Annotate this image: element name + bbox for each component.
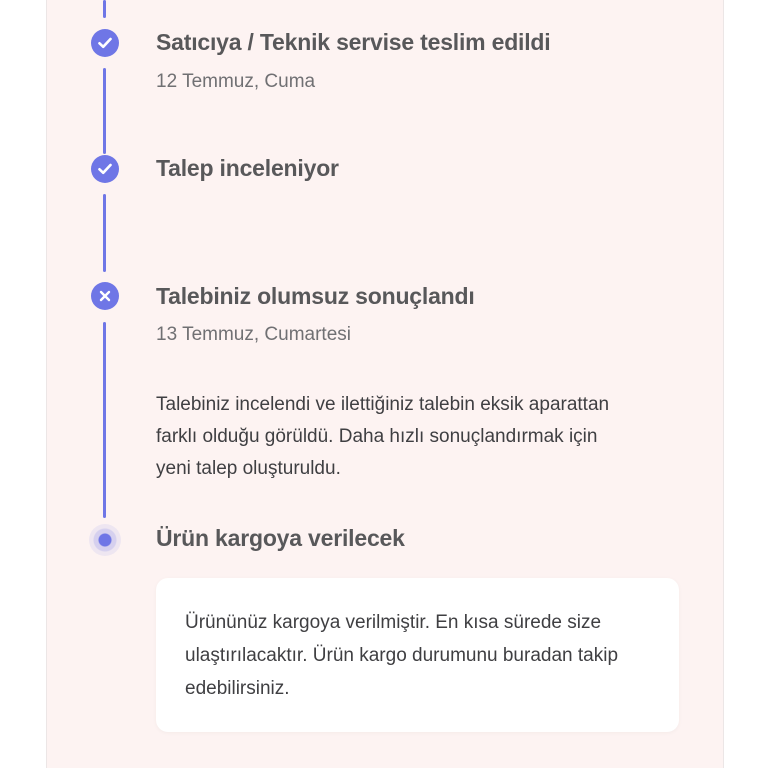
check-icon xyxy=(98,163,112,175)
info-card xyxy=(156,578,679,732)
step-description: Talebiniz incelendi ve ilettiğiniz talebin eksik aparattan farklı olduğu görüldü. Daha hızlı sonuçlandırmak için yeni talep oluşturuldu. xyxy=(156,394,610,479)
step-title: Satıcıya / Teknik servise teslim edildi xyxy=(156,29,551,55)
step-title: Talep inceleniyor xyxy=(156,155,339,181)
close-icon xyxy=(99,290,111,302)
step-rejected-indicator xyxy=(91,282,119,310)
check-icon xyxy=(98,37,112,49)
step-completed-indicator xyxy=(91,29,119,57)
timeline-connector xyxy=(103,194,106,272)
timeline-connector xyxy=(103,68,106,154)
timeline-connector xyxy=(103,0,106,18)
step-date: 12 Temmuz, Cuma xyxy=(156,71,316,92)
timeline-connector xyxy=(103,322,106,518)
step-date: 13 Temmuz, Cumartesi xyxy=(156,324,351,345)
info-card-text: Ürününüz kargoya verilmiştir. En kısa sürede size ulaştırılacaktır. Ürün kargo durumunu buradan takip edebilirsiniz. xyxy=(185,612,619,699)
current-step-indicator-icon xyxy=(89,524,121,556)
step-completed-indicator xyxy=(91,155,119,183)
step-title: Ürün kargoya verilecek xyxy=(156,525,405,551)
step-title: Talebiniz olumsuz sonuçlandı xyxy=(156,283,475,309)
